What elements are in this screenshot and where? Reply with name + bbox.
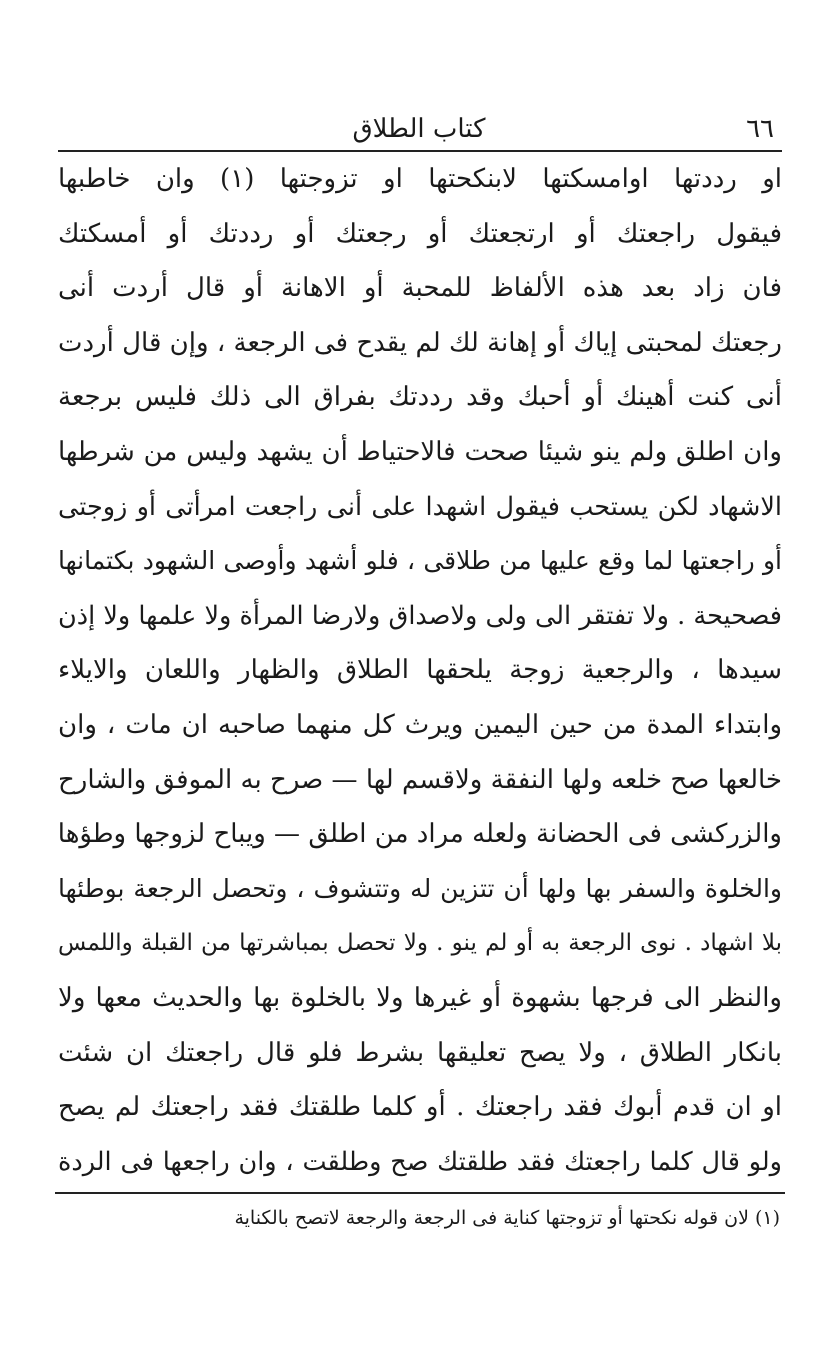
page-header bbox=[58, 108, 780, 148]
body-line: فان زاد بعد هذه الألفاظ للمحبة أو الاهانة أو قال أردت أنى bbox=[58, 273, 782, 304]
body-line: أو راجعتها لما وقع عليها من طلاقى ، فلو أشهد وأوصى الشهود بكتمانها bbox=[58, 546, 782, 576]
body-line: بانكار الطلاق ، ولا يصح تعليقها بشرط فلو قال راجعتك ان شئت bbox=[58, 1037, 782, 1068]
page-number: ٦٦ bbox=[746, 114, 774, 144]
body-line: وابتداء المدة من حين اليمين ويرث كل منهما صاحبه ان مات ، وان bbox=[58, 709, 782, 740]
body-line: رجعتك لمحبتى إياك أو إهانة لك لم يقدح فى الرجعة ، وإن قال أردت bbox=[58, 327, 782, 358]
body-line: فصحيحة . ولا تفتقر الى ولى ولاصداق ولارضا المرأة ولا علمها ولا إذن bbox=[58, 600, 782, 631]
body-line: والزركشى فى الحضانة ولعله مراد من اطلق — ويباح لزوجها وطؤها bbox=[57, 819, 782, 850]
body-line: او ان قدم أبوك فقد راجعتك . أو كلما طلقتك فقد راجعتك لم يصح bbox=[58, 1092, 782, 1123]
body-line: والنظر الى فرجها بشهوة أو غيرها ولا بالخلوة بها والحديث معها ولا bbox=[58, 982, 782, 1013]
footnote: (١) لان قوله نكحتها أو تزوجتها كناية فى الرجعة والرجعة لاتصح بالكناية bbox=[234, 1207, 780, 1229]
body-line: والخلوة والسفر بها ولها أن تتزين له وتتشوف ، وتحصل الرجعة بوطئها bbox=[58, 873, 782, 903]
body-line: فيقول راجعتك أو ارتجعتك أو رجعتك أو رددتك أو أمسكتك bbox=[58, 218, 782, 249]
body-line: خالعها صح خلعه ولها النفقة ولاقسم لها — صرح به الموفق والشارح bbox=[58, 764, 782, 795]
body-line: ولو قال كلما راجعتك فقد طلقتك صح وطلقت ، وان راجعها فى الردة bbox=[58, 1146, 782, 1177]
body-line: وان اطلق ولم ينو شيئا صحت فالاحتياط أن يشهد وليس من شرطها bbox=[58, 436, 782, 467]
body-line: أنى كنت أهينك أو أحبك وقد رددتك بفراق الى ذلك فليس برجعة bbox=[58, 382, 782, 413]
body-line: سيدها ، والرجعية زوجة يلحقها الطلاق والظهار واللعان والايلاء bbox=[58, 655, 782, 686]
body-line: الاشهاد لكن يستحب فيقول اشهدا على أنى راجعت امرأتى أو زوجتى bbox=[58, 491, 782, 522]
body-text bbox=[58, 152, 782, 1189]
body-line: او رددتها اوامسكتها لابنكحتها او تزوجتها (١) وان خاطبها bbox=[58, 164, 782, 194]
footnote-rule bbox=[55, 1192, 785, 1194]
body-line: بلا اشهاد . نوى الرجعة به أو لم ينو . ولا تحصل بمباشرتها من القبلة واللمس bbox=[58, 930, 782, 957]
running-title: كتاب الطلاق bbox=[352, 114, 486, 144]
